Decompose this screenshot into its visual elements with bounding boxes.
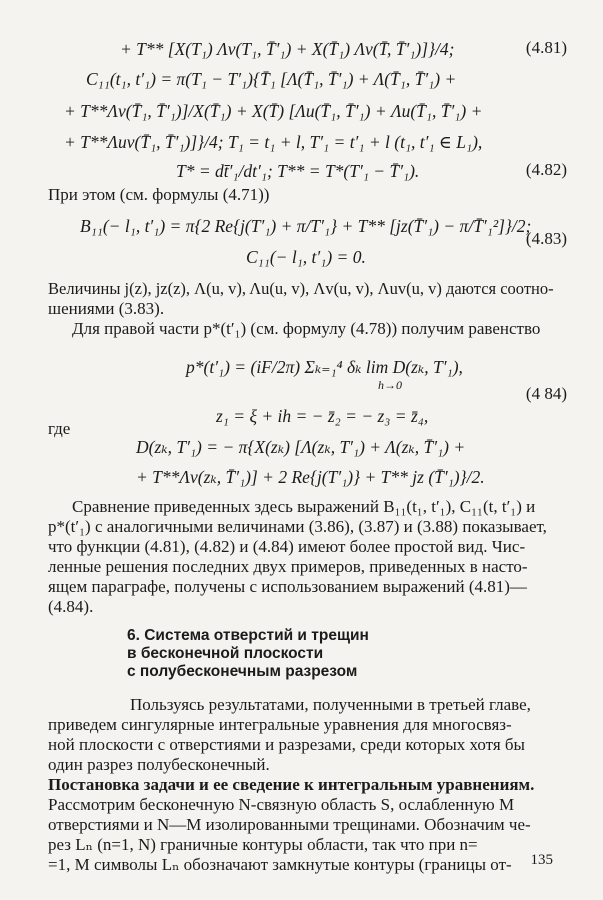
formula: C₁₁(− l₁, t′₁) = 0. <box>246 247 366 267</box>
equation-line <box>136 436 465 458</box>
section-heading: в бесконечной плоскости <box>127 645 324 662</box>
equation-number: (4.82) <box>525 160 567 179</box>
equation-line <box>136 466 485 488</box>
paragraph-line: ленные решения последних двух примеров, приведенных в насто- <box>48 557 528 576</box>
equation-line <box>64 100 482 122</box>
formula: + T**Λv(T̄₁, T̄′₁)]/X(T̄₁) + X(T̄) [Λu(T̄₁, T̄′₁) + Λu(T̄₁, T̄′₁) + <box>64 101 483 121</box>
page-number: 135 <box>530 852 553 868</box>
equation-line <box>80 215 531 237</box>
paragraph-line: где <box>48 419 71 438</box>
paragraph-line: При этом (см. формулы (4.71)) <box>48 185 270 204</box>
paragraph-line: что функции (4.81), (4.82) и (4.84) имеют более простой вид. Чис- <box>48 537 526 556</box>
paragraph-line: рез Lₙ (n=1, N) граничные контуры области, так что при n= <box>48 835 478 854</box>
equation-line <box>120 38 455 60</box>
paragraph-line: =1, M символы Lₙ обозначают замкнутые контуры (границы от- <box>48 855 512 874</box>
paragraph-line: Рассмотрим бесконечную N-связную область S, ослабленную M <box>48 795 515 814</box>
paragraph-line: отверстиями и N—M изолированными трещинами. Обозначим че- <box>48 815 531 834</box>
formula: + T** [X(T₁) Λv(T₁, T̄′₁) + X(T̄₁) Λv(T̄, T̄′₁)]}/4; <box>120 39 455 59</box>
paragraph-line: Сравнение приведенных здесь выражений B₁₁(t₁, t′₁), C₁₁(t, t′₁) и <box>72 497 536 516</box>
paragraph-line: Постановка задачи и ее сведение к интегральным уравнениям. <box>48 775 535 794</box>
formula: + T**Λuv(T̄₁, T̄′₁)]}/4; T₁ = t₁ + l, T′₁ = t′₁ + l (t₁, t′₁ ∈ L₁), <box>64 132 483 152</box>
equation-number: (4 84) <box>525 384 567 403</box>
paragraph-line: p*(t′₁) с аналогичными величинами (3.86), (3.87) и (3.88) показывает, <box>48 517 547 536</box>
formula: D(zₖ, T′₁) = − π{X(zₖ) [Λ(zₖ, T′₁) + Λ(zₖ, T̄′₁) + <box>136 437 466 457</box>
equation-line <box>186 356 463 378</box>
limit-subscript: h→0 <box>378 378 402 392</box>
equation-number: (4.81) <box>525 38 567 57</box>
section-heading: с полубесконечным разрезом <box>127 663 358 680</box>
paragraph-line: Для правой части p*(t′₁) (см. формулу (4.78)) получим равенство <box>72 319 541 338</box>
formula: C₁₁(t₁, t′₁) = π(T₁ − T′₁){T̄₁ [Λ(T̄₁, T̄′₁) + Λ(T̄₁, T̄′₁) + <box>86 69 457 89</box>
paragraph-line: шениями (3.83). <box>48 299 165 318</box>
equation-line <box>86 68 456 90</box>
formula: + T**Λv(zₖ, T̄′₁)] + 2 Re{j(T′₁)} + T** jz (T̄′₁)}/2. <box>136 467 485 487</box>
paragraph-line: ящем параграфе, получены с использованием выражений (4.81)— <box>48 577 527 596</box>
paragraph-line: ной плоскости с отверстиями и разрезами, среди которых хотя бы <box>48 735 525 754</box>
equation-number: (4.83) <box>525 229 567 248</box>
section-heading: 6. Система отверстий и трещин <box>127 627 369 644</box>
equation-line <box>216 405 428 427</box>
equation-line <box>64 131 482 153</box>
formula: B₁₁(− l₁, t′₁) = π{2 Re{j(T′₁) + π/T′₁} + T** [jz(T̄′₁) − π/T̄′₁²]}/2; <box>80 216 532 236</box>
paragraph-line: один разрез полубесконечный. <box>48 755 270 774</box>
formula: z₁ = ξ + ih = − z̄₂ = − z₃ = z̄₄, <box>216 406 429 426</box>
equation-line <box>246 246 366 268</box>
equation-line <box>176 160 419 182</box>
formula: T* = dt̄′₁/dt′₁; T** = T*(T′₁ − T̄′₁). <box>176 161 420 181</box>
paragraph-line: Величины j(z), jz(z), Λ(u, v), Λu(u, v), Λv(u, v), Λuv(u, v) даются соотно- <box>48 279 554 298</box>
formula: p*(t′₁) = (iF/2π) Σₖ₌₁⁴ δₖ lim D(zₖ, T′₁), <box>186 357 463 377</box>
paragraph-line: (4.84). <box>48 597 94 616</box>
paragraph-line: приведем сингулярные интегральные уравнения для многосвяз- <box>48 715 512 734</box>
paragraph-line: Пользуясь результатами, полученными в третьей главе, <box>130 695 531 714</box>
